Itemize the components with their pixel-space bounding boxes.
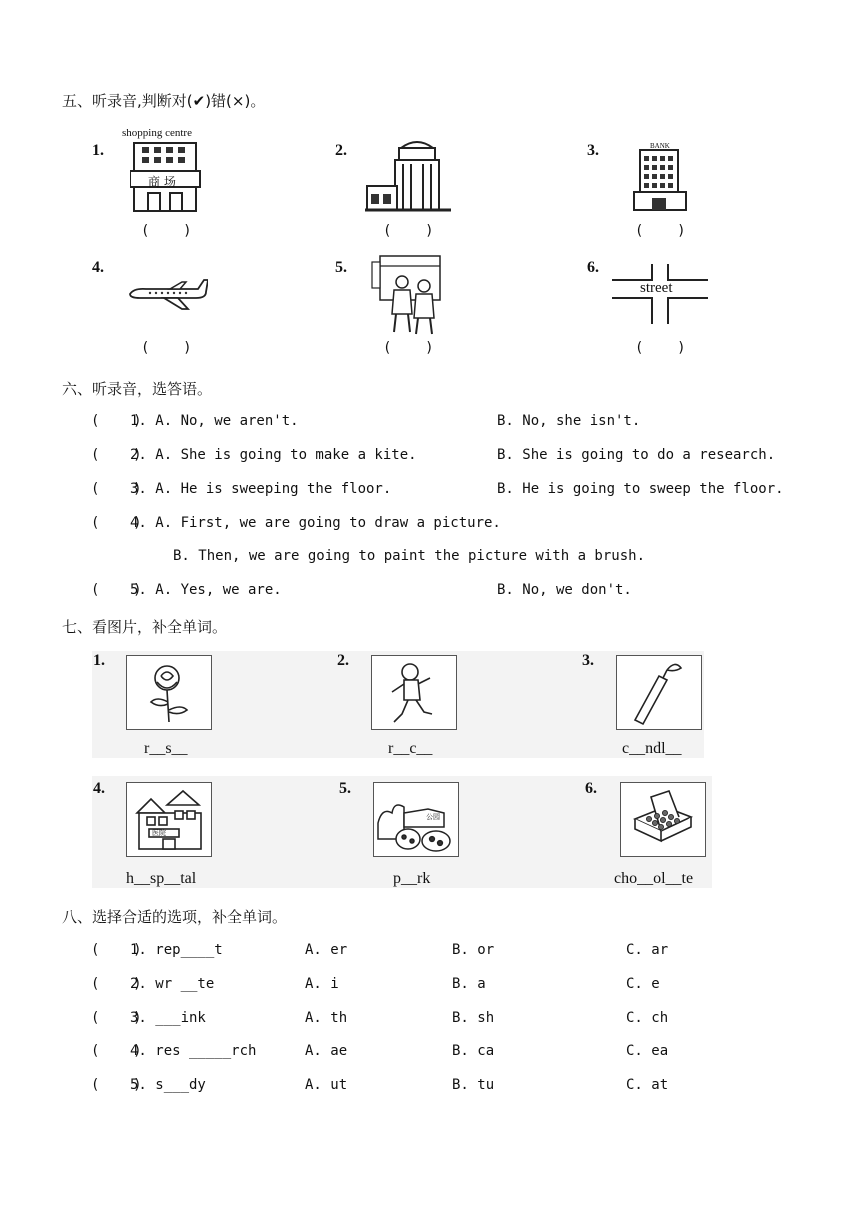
word-blank[interactable]: cho__ol__te [614,870,694,887]
option-b: B. tu [452,1077,495,1093]
hospital-picture-box [126,782,212,857]
word-question: 5. s___dy [130,1077,206,1093]
answer-paren[interactable]: ( ) [383,340,434,356]
word-question: 1. rep____t [130,942,223,958]
question-option-b: B. No, we don't. [497,582,632,598]
option-c: C. ch [626,1010,669,1026]
word-question: 2. wr __te [130,976,215,992]
item-number: 5. [335,259,347,276]
option-a: A. i [305,976,339,992]
hospital-icon [127,783,211,856]
street-sign: street [640,280,673,296]
answer-paren[interactable]: ( ) [383,223,434,239]
answer-paren[interactable]: ( ) [91,413,142,429]
chocolate-picture-box [620,782,706,857]
word-question: 3. ___ink [130,1010,206,1026]
park-icon [374,783,458,856]
answer-paren[interactable]: ( ) [91,515,142,531]
item-number: 2. [337,652,349,669]
item-number: 1. [92,142,104,159]
building-icon [365,140,451,212]
question-option-a: 3. A. He is sweeping the floor. [130,481,392,497]
airplane-icon [126,276,208,310]
word-question: 4. res _____rch [130,1043,257,1059]
option-b: B. or [452,942,495,958]
option-c: C. e [626,976,660,992]
question-option-a: 5. A. Yes, we are. [130,582,282,598]
park-sign: 公园 [426,813,440,821]
answer-paren[interactable]: ( ) [635,340,686,356]
answer-paren[interactable]: ( ) [141,223,192,239]
question-option-b: B. No, she isn't. [497,413,641,429]
item-number: 2. [335,142,347,159]
option-a: A. ut [305,1077,348,1093]
rose-picture-box [126,655,212,730]
bank-icon [632,148,688,212]
people-boarding-icon [370,252,446,336]
answer-paren[interactable]: ( ) [635,223,686,239]
candle-icon [617,656,701,729]
running-boy-icon [372,656,456,729]
answer-paren[interactable]: ( ) [91,481,142,497]
word-blank[interactable]: r__c__ [388,740,433,757]
answer-paren[interactable]: ( ) [91,976,142,992]
option-a: A. er [305,942,348,958]
option-b: B. sh [452,1010,495,1026]
question-option-b: B. She is going to do a research. [497,447,776,463]
rose-icon [127,656,211,729]
answer-paren[interactable]: ( ) [91,1077,142,1093]
option-b: B. ca [452,1043,495,1059]
running-boy-picture-box [371,655,457,730]
shopping-centre-sign: shopping centre [122,127,192,139]
candle-picture-box [616,655,702,730]
section5-title: 五、听录音,判断对(✔)错(×)。 [62,92,266,110]
option-c: C. ar [626,942,669,958]
item-number: 3. [587,142,599,159]
hospital-sign: 医院 [152,829,166,837]
answer-paren[interactable]: ( ) [91,1010,142,1026]
question-option-a: 4. A. First, we are going to draw a picture. [130,515,501,531]
question-option-b: B. He is going to sweep the floor. [497,481,784,497]
question-option-b: B. Then, we are going to paint the picture with a brush. [173,548,646,564]
item-number: 3. [582,652,594,669]
section7-title: 七、看图片，补全单词。 [62,618,228,636]
item-number: 4. [92,259,104,276]
answer-paren[interactable]: ( ) [91,582,142,598]
section6-title: 六、听录音，选答语。 [62,380,213,398]
word-blank[interactable]: h__sp__tal [126,870,197,887]
word-blank[interactable]: p__rk [393,870,431,887]
item-number: 6. [585,780,597,797]
option-c: C. ea [626,1043,669,1059]
option-a: A. th [305,1010,348,1026]
answer-paren[interactable]: ( ) [91,447,142,463]
item-number: 6. [587,259,599,276]
answer-paren[interactable]: ( ) [91,1043,142,1059]
shopping-centre-cn-sign: 商 场 [148,175,176,189]
answer-paren[interactable]: ( ) [91,942,142,958]
answer-paren[interactable]: ( ) [141,340,192,356]
question-option-a: 2. A. She is going to make a kite. [130,447,417,463]
item-number: 1. [93,652,105,669]
section8-title: 八、选择合适的选项，补全单词。 [62,908,288,926]
item-number: 5. [339,780,351,797]
word-blank[interactable]: c__ndl__ [622,740,682,757]
question-option-a: 1. A. No, we aren't. [130,413,299,429]
park-picture-box [373,782,459,857]
option-a: A. ae [305,1043,348,1059]
word-blank[interactable]: r__s__ [144,740,188,757]
item-number: 4. [93,780,105,797]
option-c: C. at [626,1077,669,1093]
bank-sign: BANK [650,142,670,150]
chocolate-box-icon [621,783,705,856]
option-b: B. a [452,976,486,992]
